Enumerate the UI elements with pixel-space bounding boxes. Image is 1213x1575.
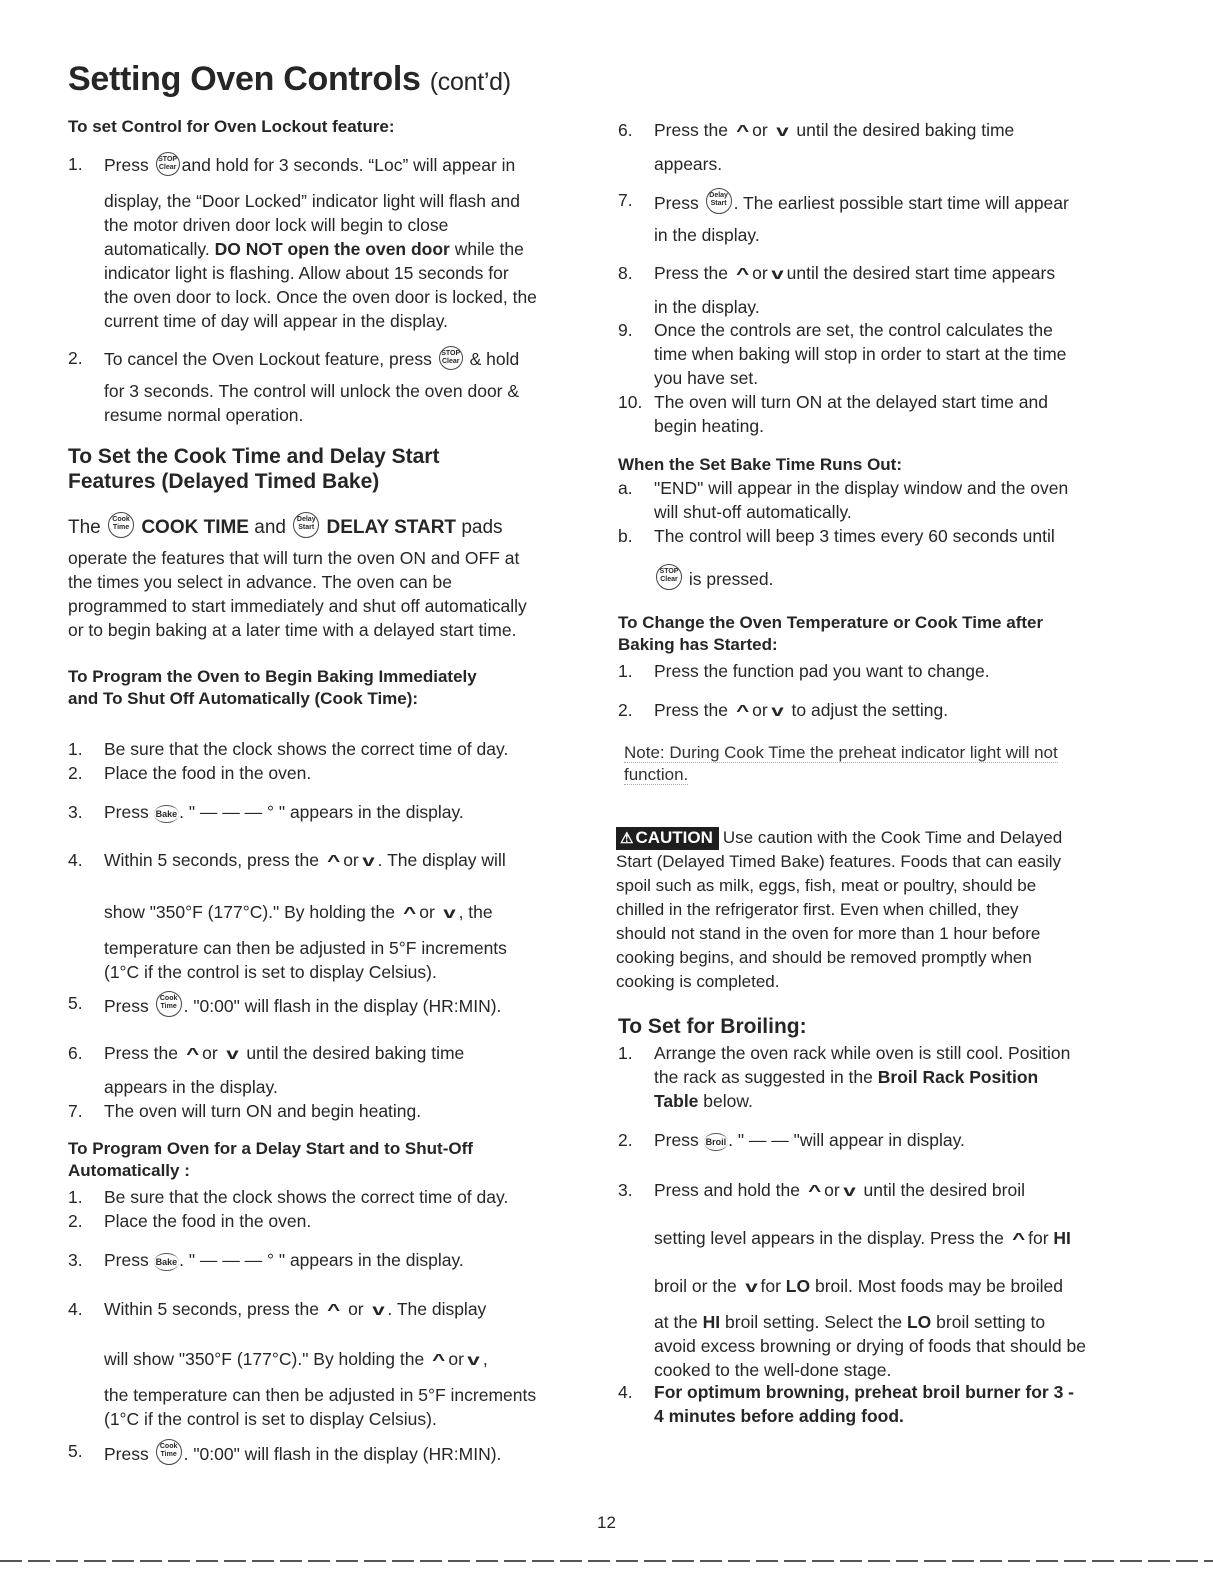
down-arrow-icon: v: [442, 905, 456, 922]
runs-out-b: b. The control will beep 3 times every 60 seconds until STOP Clear is pressed.: [618, 526, 1055, 589]
change-step-2: 2. Press the ^ or v to adjust the setting.: [618, 698, 1148, 724]
broil-step-2: 2. Press Broil . " — — "will appear in display.: [618, 1130, 965, 1150]
broil-step-1: 1. Arrange the oven rack while oven is still cool. Position the rack as suggested in the Broil Rack Position Table below.: [618, 1043, 1071, 1111]
change-step-1: 1. Press the function pad you want to change.: [618, 661, 990, 681]
broil-step-4: 4. For optimum browning, preheat broil burner for 3 - 4 minutes before adding food.: [618, 1382, 1074, 1426]
immediate-step-3: 3. Press Bake . " — — — ° " appears in the display.: [68, 802, 464, 822]
runs-out-heading: When the Set Bake Time Runs Out:: [618, 455, 903, 474]
page-title: [68, 62, 511, 96]
down-arrow-icon: v: [371, 1302, 385, 1319]
title-main: Setting Oven Controls: [68, 60, 421, 98]
page-number: 12: [597, 1513, 616, 1532]
stop-clear-pad-icon: STOP Clear: [656, 564, 682, 590]
down-arrow-icon: v: [770, 266, 784, 283]
delay-step-10: 10. The oven will turn ON at the delayed start time and begin heating.: [618, 392, 1048, 436]
cook-time-pad-icon: Cook Time: [108, 512, 134, 538]
up-arrow-icon: ^: [326, 1302, 341, 1319]
up-arrow-icon: ^: [432, 1352, 446, 1369]
up-arrow-icon: ^: [326, 853, 341, 870]
lockout-step-2: 2. To cancel the Oven Lockout feature, press STOP Clear & hold for 3 seconds. The control will unlock the oven door & resume normal operation.: [68, 348, 520, 425]
delay-step-4: 4. Within 5 seconds, press the ^ or v . The display will show "350°F (177°C)." By holding the ^ or v , the temperature can then be adjusted in 5°F increments (1°C if the control is set to display Celsius).: [68, 1299, 537, 1429]
immediate-step-1: 1. Be sure that the clock shows the correct time of day.: [68, 739, 509, 759]
delay-step-2: 2. Place the food in the oven.: [68, 1211, 312, 1231]
immediate-heading: To Program the Oven to Begin Baking Immediately and To Shut Off Automatically (Cook Time):: [68, 667, 477, 708]
caution-badge: ⚠ CAUTION: [616, 827, 719, 850]
up-arrow-icon: ^: [735, 703, 750, 720]
immediate-step-4: 4. Within 5 seconds, press the ^ or v . The display will show "350°F (177°C)." By holding the ^ or v , the temperature can then be adjusted in 5°F increments (1°C if the control is set to display Celsius).: [68, 850, 507, 982]
broil-pad-icon: Broil: [704, 1133, 729, 1151]
stop-clear-pad-icon: STOP Clear: [156, 152, 180, 176]
title-cont: (cont’d): [429, 68, 511, 96]
lockout-heading: To set Control for Oven Lockout feature:: [68, 117, 395, 136]
delay-heading: To Program Oven for a Delay Start and to Shut-Off Automatically :: [68, 1139, 473, 1180]
cook-time-pad-icon: Cook Time: [156, 1439, 182, 1465]
delay-step-7: 7. Press Delay Start . The earliest possible start time will appear in the display.: [618, 190, 1069, 245]
delay-step-8: 8. Press the ^ or v until the desired start time appears in the display.: [618, 263, 1056, 317]
delay-step-3: 3. Press Bake . " — — — ° " appears in the display.: [68, 1250, 464, 1270]
immediate-step-6: 6. Press the ^ or v until the desired baking time appears in the display.: [68, 1043, 465, 1097]
up-arrow-icon: ^: [735, 266, 750, 283]
delay-start-pad-icon: Delay Start: [706, 188, 732, 214]
up-arrow-icon: ^: [735, 123, 750, 140]
down-arrow-icon: v: [225, 1046, 239, 1063]
cook-delay-intro: The Cook Time COOK TIME and Delay Start DELAY START pads operate the features that will turn the oven ON and OFF at the times you select in advance. The oven can be programmed to start immediately and shut off automatically or to begin baking at a later time with a delayed start time.: [68, 512, 593, 642]
immediate-step-7: 7. The oven will turn ON and begin heating.: [68, 1101, 422, 1121]
warning-triangle-icon: ⚠: [620, 830, 634, 847]
delay-step-6: 6. Press the ^ or v until the desired baking time appears.: [618, 120, 1015, 174]
immediate-step-5: 5. Press Cook Time . "0:00" will flash in the display (HR:MIN).: [68, 993, 502, 1016]
do-not-open-warning: DO NOT open the oven door: [214, 239, 450, 259]
caution-block: ⚠ CAUTION Use caution with the Cook Time and Delayed Start (Delayed Timed Bake) features. Foods that can easily spoil such as milk, eggs, fish, meat or poultry, should be chilled in the refrigerator first. Even when chilled, they should not stand in the oven for more than 1 hour before cooking begins, and should be removed promptly when cooking is completed.: [616, 828, 1063, 991]
cook-time-note: Note: During Cook Time the preheat indicator light will not function.: [624, 743, 1058, 784]
broiling-heading: To Set for Broiling:: [618, 1015, 807, 1038]
delay-start-pad-icon: Delay Start: [293, 512, 319, 538]
up-arrow-icon: ^: [807, 1183, 822, 1200]
runs-out-a: a. "END" will appear in the display window and the oven will shut-off automatically.: [618, 478, 1069, 522]
down-arrow-icon: v: [361, 853, 375, 870]
bottom-rule: [0, 1560, 1213, 1562]
delay-step-5: 5. Press Cook Time . "0:00" will flash in the display (HR:MIN).: [68, 1441, 502, 1464]
down-arrow-icon: v: [770, 703, 784, 720]
down-arrow-icon: v: [842, 1183, 856, 1200]
cook-time-pad-icon: Cook Time: [156, 991, 182, 1017]
cook-time-delay-heading: To Set the Cook Time and Delay Start Features (Delayed Timed Bake): [68, 445, 440, 493]
up-arrow-icon: ^: [185, 1046, 200, 1063]
lockout-step-1: 1. Press STOP Clear and hold for 3 seconds. “Loc” will appear in display, the “Door Locked” indicator light will flash and the motor driven door lock will begin to close automatically. DO NOT open the oven door while the indicator light is flashing. Allow about 15 seconds for the oven door to lock. Once the oven door is locked, the current time of day will appear in the display.: [68, 154, 537, 331]
bake-pad-icon: Bake: [154, 1253, 180, 1271]
down-arrow-icon: v: [744, 1279, 758, 1296]
immediate-step-2: 2. Place the food in the oven.: [68, 763, 312, 783]
broil-step-3: 3. Press and hold the ^ or v until the desired broil setting level appears in the display. Press the ^ for HI broil or the v for LO broil. Most foods may be broiled at the HI broil setting. Select the LO broil setting to avoid excess browning or drying of foods that should be cooked to the well-done stage.: [618, 1180, 1086, 1380]
up-arrow-icon: ^: [1011, 1231, 1025, 1248]
down-arrow-icon: v: [467, 1352, 480, 1369]
bake-pad-icon: Bake: [154, 805, 180, 823]
delay-step-1: 1. Be sure that the clock shows the correct time of day.: [68, 1187, 509, 1207]
stop-clear-pad-icon: STOP Clear: [439, 346, 463, 370]
up-arrow-icon: ^: [403, 905, 417, 922]
delay-step-9: 9. Once the controls are set, the control calculates the time when baking will stop in order to start at the time you have set.: [618, 320, 1067, 388]
down-arrow-icon: v: [775, 123, 789, 140]
change-heading: To Change the Oven Temperature or Cook Time after Baking has Started:: [618, 613, 1044, 654]
